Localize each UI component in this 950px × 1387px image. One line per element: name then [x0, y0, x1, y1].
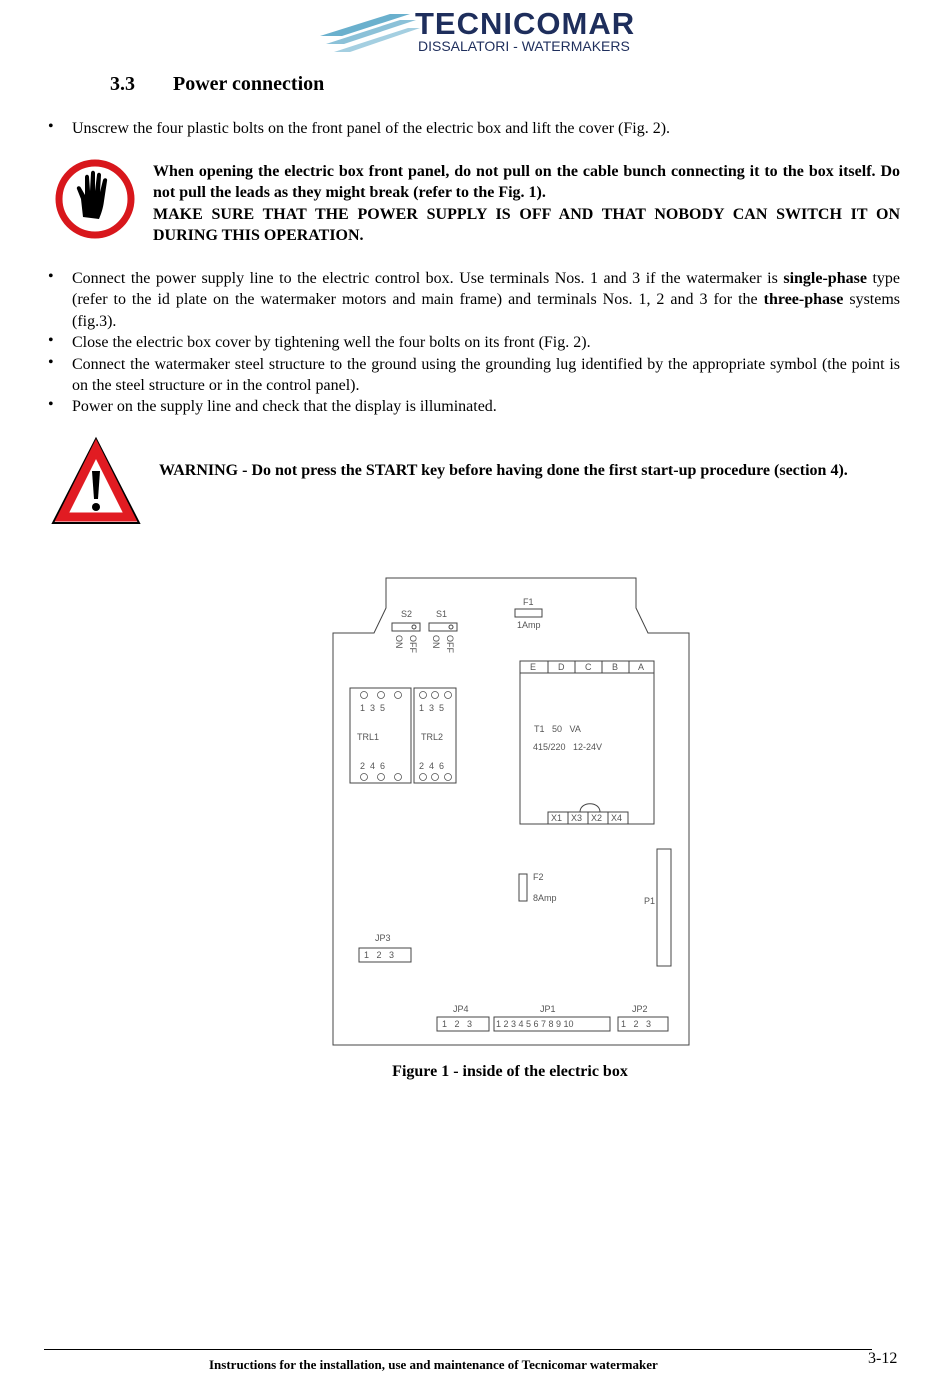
- f1-rating: 1Amp: [517, 620, 541, 630]
- f2-label: F2: [533, 872, 544, 882]
- warning-caps-text: MAKE SURE THAT THE POWER SUPPLY IS OFF AND THAT NOBODY CAN SWITCH IT ON DURING THIS OPERATION.: [153, 205, 900, 245]
- transformer-col-c: C: [585, 662, 592, 672]
- electric-box-diagram: [330, 575, 692, 1050]
- brand-tagline: DISSALATORI - WATERMAKERS: [418, 38, 630, 54]
- figure-caption: Figure 1 - inside of the electric box: [392, 1063, 628, 1080]
- stop-hand-icon: [55, 159, 135, 239]
- jp4-label: JP4: [453, 1004, 469, 1014]
- footer-divider: [44, 1349, 872, 1350]
- transformer-col-b: B: [612, 662, 619, 672]
- output-x3: X3: [571, 813, 583, 823]
- transformer-col-e: E: [530, 662, 537, 672]
- board-outline: [333, 578, 689, 1045]
- list-item: Unscrew the four plastic bolts on the front panel of the electric box and lift the cover (Fig. 2).: [72, 120, 671, 137]
- s1-label: S1: [436, 609, 448, 619]
- list-item-text: type (refer to the id plate on the watermaker motors and main frame) and terminals Nos. 1, 2 and 3 for the: [72, 270, 901, 309]
- bullet-marker: •: [48, 354, 54, 371]
- brand-name: TECNICOMAR: [415, 6, 636, 41]
- footer-text: Instructions for the installation, use and maintenance of Tecnicomar watermaker: [209, 1357, 658, 1372]
- s2-label: S2: [401, 609, 413, 619]
- bullet-marker: •: [48, 396, 54, 413]
- output-x2: X2: [591, 813, 603, 823]
- transformer-name: T1 50 VA: [534, 724, 581, 734]
- bullet-marker: •: [48, 118, 54, 135]
- f1-fuse: [515, 609, 542, 617]
- bullet-marker: •: [48, 268, 54, 285]
- trl2-label: TRL2: [421, 732, 444, 742]
- p1-connector: [657, 849, 671, 966]
- f2-fuse: [519, 874, 527, 901]
- trl1-label: TRL1: [357, 732, 380, 742]
- section-number: 3.3: [110, 73, 135, 95]
- jp3-label: JP3: [375, 933, 391, 943]
- trl2-bottom-pins: 2 4 6: [419, 761, 445, 771]
- trl1-top-pins: 1 3 5: [360, 703, 386, 713]
- list-item: Connect the watermaker steel structure to the ground using the grounding lug identified by the appropriate symbol (the point is on the steel structure or in the control panel).: [72, 356, 900, 395]
- jp2-label: JP2: [632, 1004, 648, 1014]
- s2-off-label: OFF: [408, 635, 418, 653]
- output-x4: X4: [611, 813, 623, 823]
- section-title: Power connection: [173, 73, 325, 95]
- trl1-bottom-pins: 2 4 6: [360, 761, 386, 771]
- jp1-pins: 1 2 3 4 5 6 7 8 9 10: [496, 1019, 574, 1029]
- f2-rating: 8Amp: [533, 893, 557, 903]
- list-item-text: Connect the power supply line to the electric control box. Use terminals Nos. 1 and 3 if the watermaker is: [72, 270, 778, 287]
- transformer-spec: 415/220 12-24V: [533, 742, 603, 752]
- list-item-text: systems (fig.3).: [72, 291, 901, 330]
- jp1-label: JP1: [540, 1004, 556, 1014]
- list-item-bold: three-phase: [763, 291, 844, 309]
- s1-on-label: ON: [431, 635, 441, 649]
- warning-text: When opening the electric box front panel, do not pull on the cable bunch connecting it to the box itself. Do not pull the leads as they might break (refer to the Fig. 1).: [153, 163, 900, 202]
- transformer-col-d: D: [558, 662, 565, 672]
- output-x1: X1: [551, 813, 563, 823]
- s1-off-label: OFF: [445, 635, 455, 653]
- list-item-bold: single-phase: [783, 270, 867, 287]
- wave-logo-icon: [320, 14, 420, 52]
- list-item: Close the electric box cover by tightening well the four bolts on its front (Fig. 2).: [72, 334, 591, 351]
- start-key-warning: WARNING - Do not press the START key before having done the first start-up procedure (section 4).: [159, 462, 848, 479]
- list-item: Power on the supply line and check that the display is illuminated.: [72, 398, 497, 415]
- f1-label: F1: [523, 597, 534, 607]
- jp4-pins: 1 2 3: [442, 1019, 473, 1029]
- transformer-col-a: A: [638, 662, 645, 672]
- p1-label: P1: [644, 896, 656, 906]
- bullet-marker: •: [48, 332, 54, 349]
- list-item: [72, 268, 900, 332]
- s2-on-label: ON: [394, 635, 404, 649]
- trl2-top-pins: 1 3 5: [419, 703, 445, 713]
- safety-warning: [153, 161, 900, 247]
- jp2-pins: 1 2 3: [621, 1019, 652, 1029]
- page-number: 3-12: [868, 1350, 898, 1367]
- warning-triangle-icon: [50, 435, 142, 527]
- jp3-pins: 1 2 3: [364, 950, 395, 960]
